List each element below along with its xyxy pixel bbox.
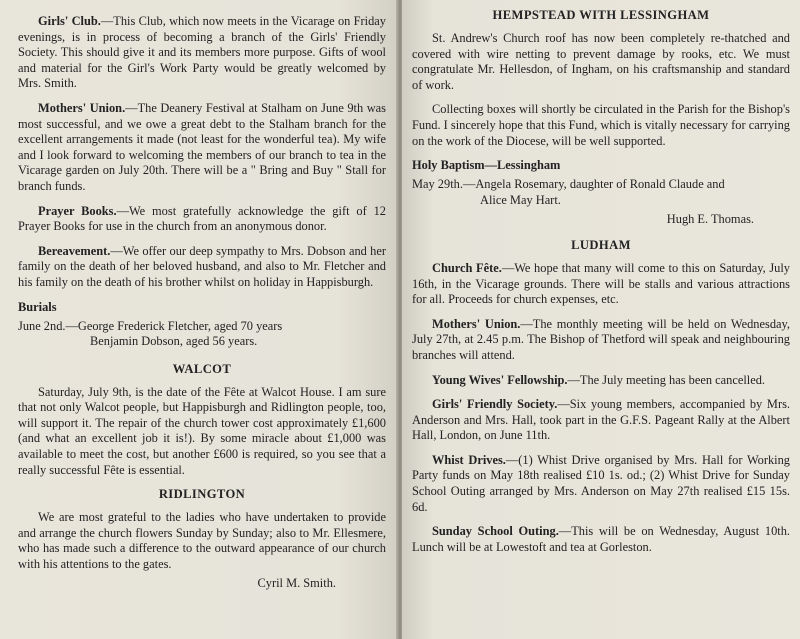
hempstead-signature: Hugh E. Thomas. — [666, 212, 754, 227]
young-wives-heading: Young Wives' Fellowship. — [432, 372, 568, 387]
church-fete-text: —We hope that many will come to this on Saturday, July 16th, in the Vicarage grounds. There will be stalls and various attractions for all. Proceeds for church expenses, etc. — [412, 260, 790, 307]
hempstead-paragraph-1: St. Andrew's Church roof has now been completely re-thatched and covered with wire netting to prevent damage by rooks, etc. We must congratulate Mr. Hellesdon, of Ingham, on his craftsmanship and standard of work. — [412, 31, 790, 92]
baptism-heading: Holy Baptism—Lessingham — [412, 158, 561, 173]
whist-drives-paragraph — [412, 453, 790, 515]
girls-club-text: —This Club, which now meets in the Vicarage on Friday evenings, is in process of becoming a branch of the Girls' Friendly Society. This should give it and its members more purpose. Gifts of wool and material for the Girl's Work Party would be greatly welcomed by Mrs. Smith. — [18, 14, 387, 91]
ridlington-signature: Cyril M. Smith. — [257, 575, 336, 590]
sunday-school-text: —This will be on Wednesday, August 10th. Lunch will be at Lowestoft and tea at Gorleston. — [412, 524, 791, 554]
prayer-books-text: —We most gratefully acknowledge the gift of 12 Prayer Books for use in the church from an anonymous donor. — [18, 203, 386, 234]
ludham-mothers-union-text: —The monthly meeting will be held on Wednesday, July 27th, at 2.45 p.m. The Bishop of Thetford will speak and neighbouring branches will attend. — [412, 316, 790, 362]
hempstead-paragraph-2: Collecting boxes will shortly be circulated in the Parish for the Bishop's Fund. I sincerely hope that this Fund, which is vitally necessary for carrying on the work of the Diocese, will be well supported. — [412, 102, 790, 148]
sunday-school-paragraph — [412, 524, 790, 555]
walcot-heading: WALCOT — [172, 361, 232, 376]
gfs-heading: Girls' Friendly Society. — [432, 397, 558, 412]
girls-club-paragraph — [18, 14, 386, 92]
bereavement-paragraph — [18, 244, 386, 291]
baptism-date: May 29th. — [412, 177, 463, 192]
ludham-heading: LUDHAM — [571, 237, 631, 252]
prayer-books-heading: Prayer Books. — [38, 203, 117, 218]
gfs-text: —Six young members, accompanied by Mrs. Anderson and Mrs. Hall, took part in the G.F.S. Pageant Rally at the Albert Hall, London, on June 11th. — [412, 397, 790, 443]
young-wives-paragraph — [412, 373, 790, 389]
burial-name-2: Benjamin Dobson, aged 56 years. — [90, 334, 258, 349]
prayer-books-paragraph — [18, 204, 386, 235]
right-page — [402, 0, 800, 639]
ridlington-text: We are most grateful to the ladies who have undertaken to provide and arrange the church flowers Sunday by Sunday; also to Mr. Ellesmere, who has made such a difference to the outward appearance of our church with his attentions to the gates. — [18, 510, 386, 572]
whist-drives-heading: Whist Drives. — [432, 452, 506, 467]
bereavement-heading: Bereavement. — [38, 243, 111, 258]
ludham-mothers-union-paragraph — [412, 317, 790, 364]
gfs-paragraph — [412, 397, 790, 444]
burial-date: June 2nd. — [18, 318, 66, 333]
left-page — [0, 0, 398, 639]
bereavement-text: —We offer our deep sympathy to Mrs. Dobson and her family on the death of her beloved husband, and also to Mr. Fletcher and his family on the death of his brother whilst on holiday in Happisburgh. — [18, 243, 386, 289]
baptism-line-2: Alice May Hart. — [480, 192, 561, 207]
young-wives-text: —The July meeting has been cancelled. — [567, 372, 766, 387]
whist-drives-text: —(1) Whist Drive organised by Mrs. Hall for Working Party funds on May 18th realised £10 1s. od.; (2) Whist Drive for Sunday School Outing arranged by Mrs. Anderson on May 27th realised £15 15s. 6d. — [412, 452, 790, 514]
ludham-mothers-union-heading: Mothers' Union. — [432, 316, 521, 331]
sunday-school-heading: Sunday School Outing. — [432, 524, 559, 539]
burials-heading: Burials — [18, 299, 57, 314]
baptism-line-1: —Angela Rosemary, daughter of Ronald Claude and — [462, 177, 725, 192]
walcot-text: Saturday, July 9th, is the date of the Fête at Walcot House. I am sure that not only Walcot people, but Happisburgh and Ridlington people, too, will support it. The repair of the church tower cost approximately £1,600 (and what an excellent job it is!). By some miracle about £1,000 was available to meet the cost, but another £600 is required, so you see that a really successful Fête is essential. — [18, 384, 386, 477]
girls-club-heading: Girls' Club. — [38, 14, 101, 28]
mothers-union-paragraph — [18, 101, 386, 195]
mothers-union-text: —The Deanery Festival at Stalham on June 9th was most successful, and we owe a great debt to the Stalham branch for the excellent arrangements it made (not least for the wonderful tea). My wife and I look forward to welcoming the members of our branch to tea in the Vicarage garden on July 20th. There will be a " Bring and Buy " Stall for branch funds. — [18, 100, 386, 193]
church-fete-heading: Church Fête. — [432, 260, 502, 275]
burial-entry-1 — [18, 319, 386, 335]
church-fete-paragraph — [412, 261, 790, 308]
burial-name-1: —George Frederick Fletcher, aged 70 years — [65, 318, 283, 333]
ridlington-heading: RIDLINGTON — [158, 487, 246, 502]
hempstead-heading: HEMPSTEAD WITH LESSINGHAM — [492, 8, 710, 22]
mothers-union-heading: Mothers' Union. — [38, 100, 126, 115]
baptism-entry — [412, 177, 790, 193]
